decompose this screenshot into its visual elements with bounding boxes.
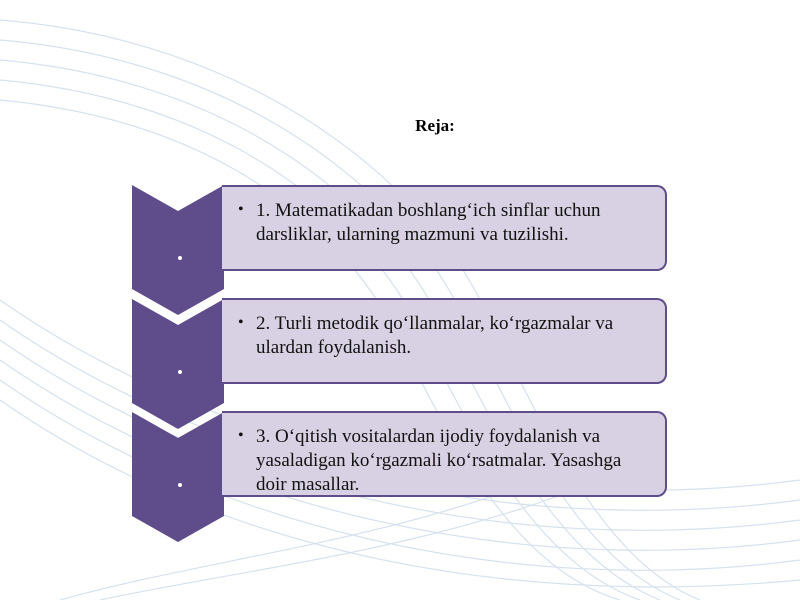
bullet-icon: • <box>238 314 244 331</box>
slide-title: Reja: <box>415 116 455 135</box>
plan-item-text-3: 3. O‘qitish vositalardan ijodiy foydalanish va yasaladigan ko‘rgazmali ko‘rsatmalar. Yasashga doir masallar. <box>256 426 622 495</box>
plan-item-2 <box>222 298 667 384</box>
chevron-dot-1 <box>178 256 182 260</box>
chevron-3 <box>132 412 224 542</box>
bullet-icon: • <box>238 201 244 218</box>
plan-item-1 <box>222 185 667 271</box>
chevron-2 <box>132 299 224 429</box>
plan-item-text-1: 1. Matematikadan boshlang‘ich sinflar uchun darsliklar, ularning mazmuni va tuzilishi. <box>256 200 601 245</box>
plan-item-text-2: 2. Turli metodik qo‘llanmalar, ko‘rgazmalar va ulardan foydalanish. <box>256 313 614 358</box>
bullet-icon: • <box>238 427 244 444</box>
chevron-1 <box>132 185 224 315</box>
chevron-dot-2 <box>178 370 182 374</box>
chevron-dot-3 <box>178 483 182 487</box>
plan-item-3 <box>222 411 667 497</box>
